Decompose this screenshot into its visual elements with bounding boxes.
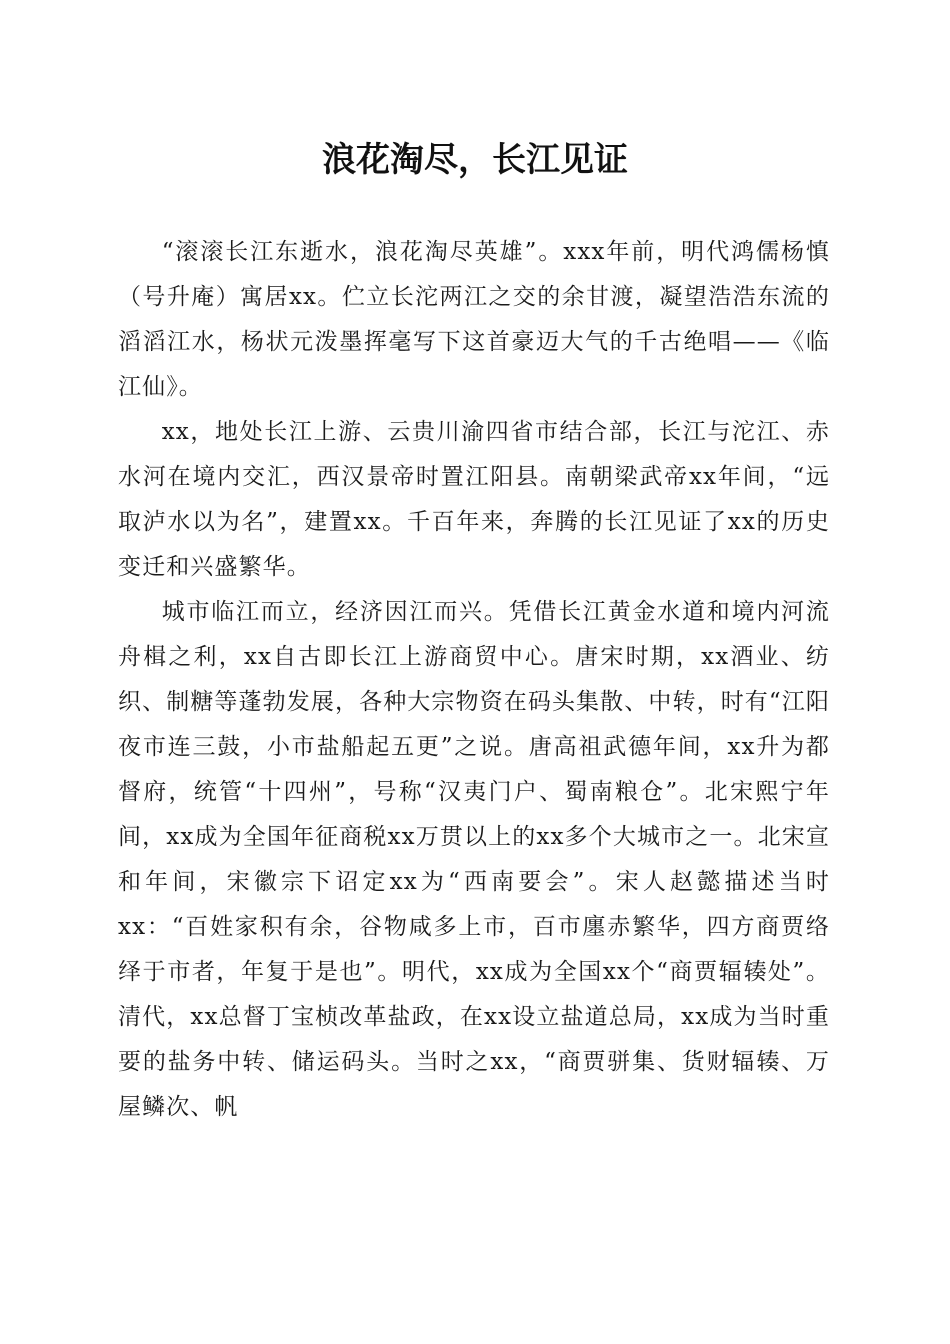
page-title: 浪花淘尽，长江见证 xyxy=(322,140,628,180)
document-body xyxy=(118,230,830,1130)
paragraph: 城市临江而立，经济因江而兴。凭借长江黄金水道和境内河流舟楫之利，xx自古即长江上游商贸中心。唐宋时期，xx酒业、纺织、制糖等蓬勃发展，各种大宗物资在码头集散、中转，时有“江阳夜市连三鼓，小市盐船起五更”之说。唐高祖武德年间，xx升为都督府，统管“十四州”，号称“汉夷门户、蜀南粮仓”。北宋熙宁年间，xx成为全国年征商税xx万贯以上的xx多个大城市之一。北宋宣和年间，宋徽宗下诏定xx为“西南要会”。宋人赵懿描述当时xx：“百姓家积有余，谷物咸多上市，百市廛赤繁华，四方商贾络绎于市者，年复于是也”。明代，xx成为全国xx个“商贾辐辏处”。清代，xx总督丁宝桢改革盐政，在xx设立盐道总局，xx成为当时重要的盐务中转、储运码头。当时之xx，“商贾骈集、货财辐辏、万屋鳞次、帆 xyxy=(118,599,830,1120)
paragraph: “滚滚长江东逝水，浪花淘尽英雄”。xxx年前，明代鸿儒杨慎（号升庵）寓居xx。伫立长沱两江之交的余甘渡，凝望浩浩东流的滔滔江水，杨状元泼墨挥毫写下这首豪迈大气的千古绝唱——《临江仙》。 xyxy=(118,239,830,400)
paragraph: xx，地处长江上游、云贵川渝四省市结合部，长江与沱江、赤水河在境内交汇，西汉景帝时置江阳县。南朝梁武帝xx年间，“远取泸水以为名”，建置xx。千百年来，奔腾的长江见证了xx的历史变迁和兴盛繁华。 xyxy=(118,419,830,580)
